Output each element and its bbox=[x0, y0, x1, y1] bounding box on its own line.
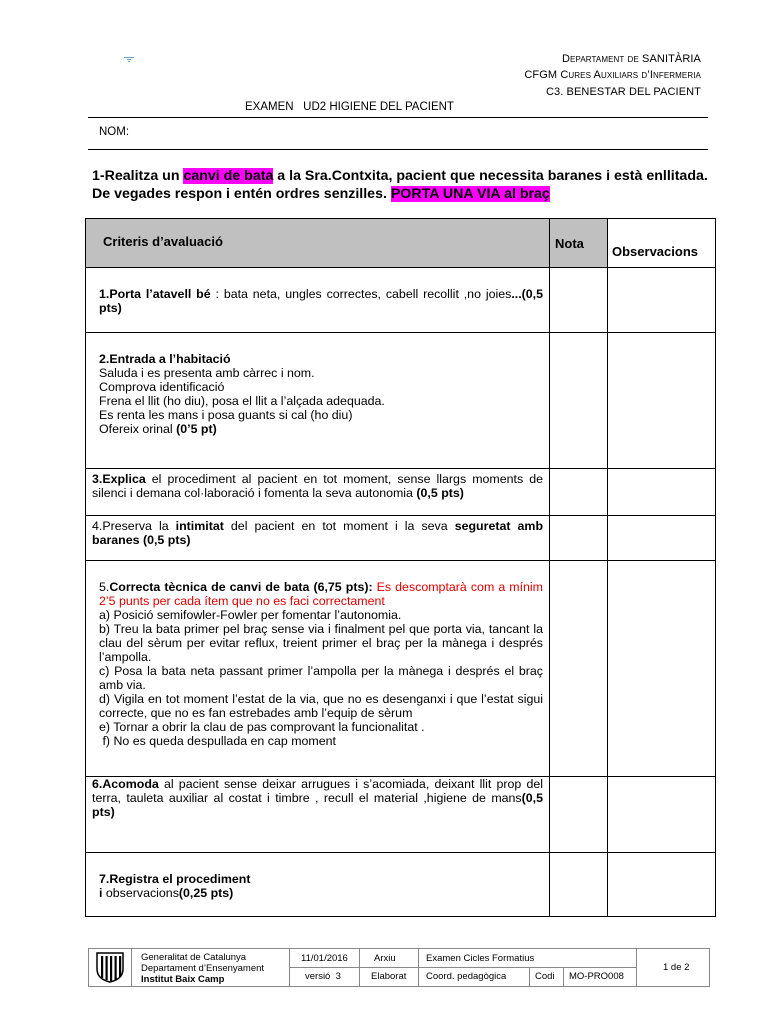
name-label: NOM: bbox=[99, 126, 130, 138]
observations-header: Observacions bbox=[608, 219, 716, 268]
exam-title: EXAMEN UD2 HIGIENE DEL PACIENT bbox=[245, 101, 454, 113]
footer-arxiu-value: Examen Cicles Formatius bbox=[426, 953, 535, 964]
grade-cell[interactable] bbox=[550, 561, 608, 777]
grade-header: Nota bbox=[550, 219, 608, 268]
footer-elaborat: Elaborat bbox=[371, 971, 407, 982]
department-line bbox=[562, 53, 701, 65]
observations-cell[interactable] bbox=[608, 853, 716, 917]
decorative-mark-icon bbox=[124, 50, 134, 56]
module-line: C3. BENESTAR DEL PACIENT bbox=[545, 86, 701, 98]
question-text: 1-Realitza un canvi de bata a la Sra.Contxita, pacient que necessita baranes i està enllitada. De vegades respon i entén ordres senzilles. PORTA UNA VIA al braç bbox=[92, 168, 708, 202]
table-row: 5.Correcta tècnica de canvi de bata (6,75 pts): Es descomptarà com a mínim 2’5 punts per cada ítem que no es faci correctament a) Posició semifowler-Fowler per fomentar l’autonomia. b) Treu la bata primer pel braç sense via i finalment pel que porta via, tancant la clau del sèrum per evitar reflux, treient primer el braç per la mànega i després l’ampolla. c) Posa la bata neta passant primer l’ampolla per la mànega i després el braç amb via. d) Vigila en tot moment l’estat de la via, que no es desenganxi i que l’estat sigui correcte, que no es fan estrebades amb l’equip de sèrum e) Tornar a obrir la clau de pas comprovant la funcionalitat . f) No es queda despullada en cap moment bbox=[86, 561, 716, 777]
criteria-table bbox=[85, 218, 716, 917]
footer-codi-value: MO-PRO008 bbox=[569, 971, 624, 982]
footer-arxiu: Arxiu bbox=[374, 953, 396, 964]
highlight-porta-via: PORTA UNA VIA al braç bbox=[390, 186, 550, 202]
footer-elaborat-value: Coord. pedagògica bbox=[426, 971, 507, 982]
grade-cell[interactable] bbox=[550, 777, 608, 853]
criteria-header: Criteris d’avaluació bbox=[86, 219, 550, 268]
table-row: 2.Entrada a l’habitació Saluda i es presenta amb càrrec i nom. Comprova identificació Frena el llit (ho diu), posa el llit a l’alçada adequada. Es renta les mans i posa guants si cal (ho diu) Ofereix orinal (0’5 pt) bbox=[86, 333, 716, 469]
header-divider bbox=[88, 117, 708, 118]
footer-org1: Generalitat de Catalunya bbox=[141, 952, 247, 963]
name-divider bbox=[88, 149, 708, 150]
table-row: 6.Acomoda al pacient sense deixar arrugues i s’acomiada, deixant llit prop del terra, tauleta auxiliar al costat i timbre , recull el material ,higiene de mans(0,5 pts) bbox=[86, 777, 716, 853]
table-row: 1.Porta l’atavell bé : bata neta, ungles correctes, cabell recollit ,no joies...(0,5 pts) bbox=[86, 268, 716, 333]
department-prefix: Departament de bbox=[562, 53, 639, 65]
grade-cell[interactable] bbox=[550, 469, 608, 516]
footer-box bbox=[88, 948, 710, 987]
table-row: 3.Explica el procediment al pacient en tot moment, sense llargs moments de silenci i demana col·laboració i fomenta la seva autonomia (0,5 pts) bbox=[86, 469, 716, 516]
grade-cell[interactable] bbox=[550, 268, 608, 333]
footer-codi: Codi bbox=[535, 971, 555, 982]
footer-page: 1 de 2 bbox=[663, 962, 690, 973]
observations-cell[interactable] bbox=[608, 333, 716, 469]
observations-cell[interactable] bbox=[608, 268, 716, 333]
highlight-canvi-de-bata: canvi de bata bbox=[183, 168, 274, 184]
observations-cell[interactable] bbox=[608, 516, 716, 561]
observations-cell[interactable] bbox=[608, 469, 716, 516]
table-row: 4.Preserva la intimitat del pacient en tot moment i la seva seguretat amb baranes (0,5 pts) bbox=[86, 516, 716, 561]
grade-cell[interactable] bbox=[550, 333, 608, 469]
footer-date: 11/01/2016 bbox=[301, 953, 348, 964]
footer-version: versió 3 bbox=[305, 971, 341, 982]
footer-org3: Institut Baix Camp bbox=[141, 974, 225, 985]
grade-cell[interactable] bbox=[550, 516, 608, 561]
footer-org2: Departament d’Ensenyament bbox=[141, 963, 265, 974]
cycle-line: CFGM Cures Auxiliars d’Infermeria bbox=[524, 69, 701, 81]
department-name: SANITÀRIA bbox=[642, 53, 701, 65]
table-row: 7.Registra el procediment i observacions(0,25 pts) bbox=[86, 853, 716, 917]
grade-cell[interactable] bbox=[550, 853, 608, 917]
observations-cell[interactable] bbox=[608, 561, 716, 777]
observations-cell[interactable] bbox=[608, 777, 716, 853]
table-header-row bbox=[86, 219, 716, 268]
generalitat-logo-icon bbox=[94, 951, 126, 983]
